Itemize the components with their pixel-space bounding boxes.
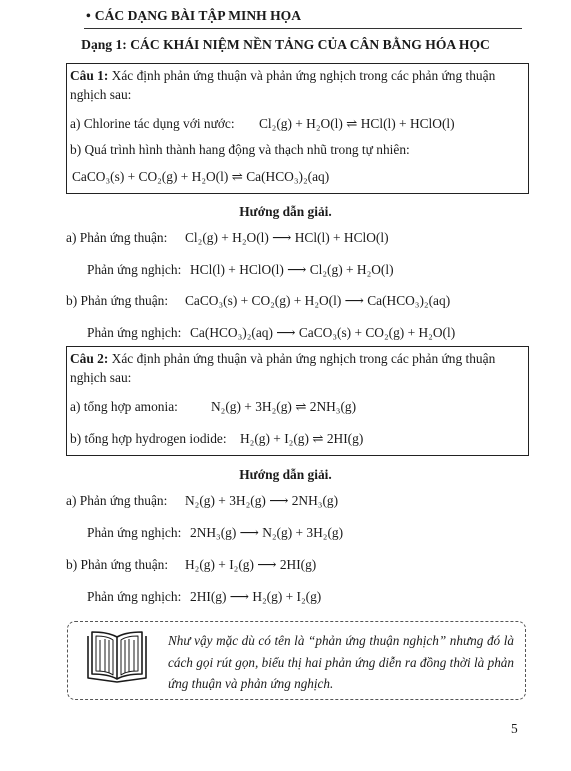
header-title: CÁC DẠNG BÀI TẬP MINH HỌA — [94, 8, 302, 23]
q2-b-equation: H₂(g) + I₂(g) ⇌ 2HI(g) — [240, 431, 364, 446]
sol2-a-reverse-label: Phản ứng nghịch: — [87, 525, 182, 540]
q2-a-equation: N₂(g) + 3H₂(g) ⇌ 2NH₃(g) — [211, 399, 357, 414]
book-icon — [82, 628, 152, 693]
header-rule — [84, 28, 522, 29]
sol1-a-forward-equation: Cl₂(g) + H₂O(l) ⟶ HCl(l) + HClO(l) — [185, 230, 389, 245]
q1-b-equation: CaCO₃(s) + CO₂(g) + H₂O(l) ⇌ Ca(HCO₃)₂(aq) — [72, 169, 330, 184]
sol2-a-forward-label: a) Phản ứng thuận: — [66, 493, 168, 508]
q1-a-label: a) Chlorine tác dụng với nước: — [70, 116, 235, 131]
solution-1-title: Hướng dẫn giải. — [239, 204, 332, 219]
section-title: Dạng 1: CÁC KHÁI NIỆM NỀN TẢNG CỦA CÂN BẰNG HÓA HỌC — [81, 37, 490, 52]
sol2-b-reverse-label: Phản ứng nghịch: — [87, 589, 182, 604]
q1-label: Câu 1: — [70, 68, 109, 83]
sol2-b-forward-label: b) Phản ứng thuận: — [66, 557, 169, 572]
q2-label: Câu 2: — [70, 351, 109, 366]
solution-2-title: Hướng dẫn giải. — [239, 467, 332, 482]
sol1-a-forward-label: a) Phản ứng thuận: — [66, 230, 168, 245]
q1-prompt-line2: nghịch sau: — [70, 87, 132, 102]
q1-prompt-line1 — [70, 67, 495, 85]
sol1-b-reverse-label: Phản ứng nghịch: — [87, 325, 182, 340]
sol2-a-forward-equation: N₂(g) + 3H₂(g) ⟶ 2NH₃(g) — [185, 493, 339, 508]
q2-prompt-line1 — [70, 350, 495, 368]
page-number: 5 — [511, 721, 518, 736]
sol2-b-forward-equation: H₂(g) + I₂(g) ⟶ 2HI(g) — [185, 557, 317, 572]
header-bullet: • — [86, 8, 91, 23]
q2-prompt-line2: nghịch sau: — [70, 370, 132, 385]
q2-prompt-text: Xác định phản ứng thuận và phản ứng nghịch trong các phản ứng thuận — [108, 351, 496, 366]
sol1-a-reverse-equation: HCl(l) + HClO(l) ⟶ Cl₂(g) + H₂O(l) — [190, 262, 394, 277]
q2-a-label: a) tổng hợp amonia: — [70, 399, 178, 414]
sol1-b-forward-equation: CaCO₃(s) + CO₂(g) + H₂O(l) ⟶ Ca(HCO₃)₂(aq) — [185, 293, 451, 308]
sol2-a-reverse-equation: 2NH₃(g) ⟶ N₂(g) + 3H₂(g) — [190, 525, 344, 540]
q1-a-equation: Cl₂(g) + H₂O(l) ⇌ HCl(l) + HClO(l) — [259, 116, 455, 131]
sol1-b-forward-label: b) Phản ứng thuận: — [66, 293, 169, 308]
q1-prompt-text: Xác định phản ứng thuận và phản ứng nghịch trong các phản ứng thuận — [108, 68, 496, 83]
section-header — [86, 8, 301, 24]
q1-b-label: b) Quá trình hình thành hang động và thạch nhũ trong tự nhiên: — [70, 142, 410, 157]
sol2-b-reverse-equation: 2HI(g) ⟶ H₂(g) + I₂(g) — [190, 589, 322, 604]
q2-b-label: b) tổng hợp hydrogen iodide: — [70, 431, 227, 446]
note-text: Như vậy mặc dù có tên là “phản ứng thuận nghịch” nhưng đó là cách gọi rút gọn, biểu thị hai phản ứng diễn ra đồng thời là phản ứng thuận và phản ứng nghịch. — [168, 633, 514, 692]
sol1-a-reverse-label: Phản ứng nghịch: — [87, 262, 182, 277]
sol1-b-reverse-equation: Ca(HCO₃)₂(aq) ⟶ CaCO₃(s) + CO₂(g) + H₂O(l) — [190, 325, 456, 340]
